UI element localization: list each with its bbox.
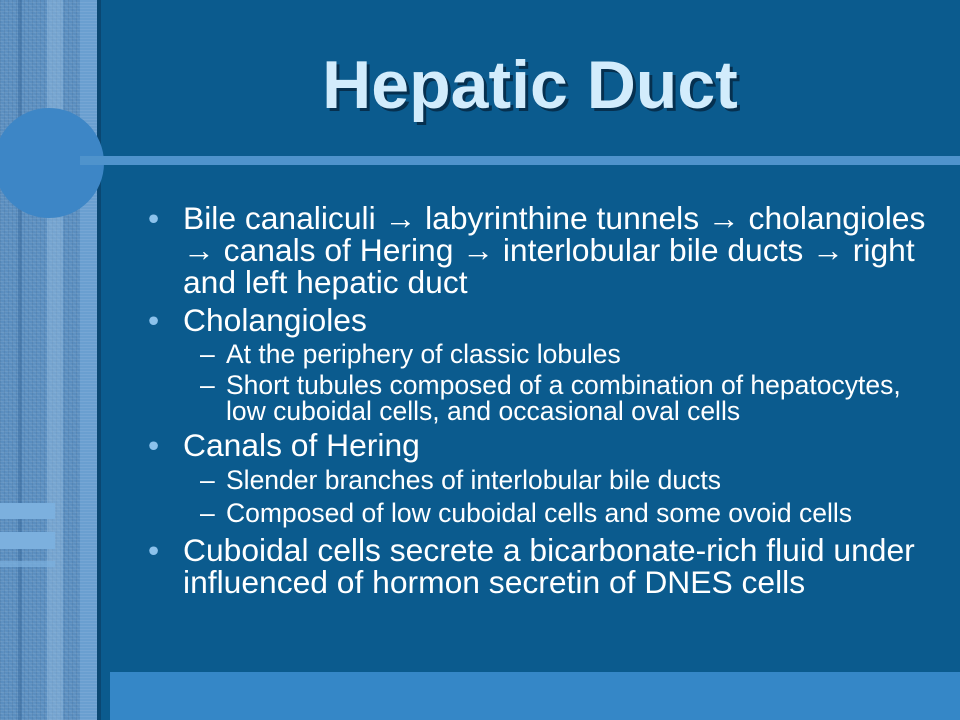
bullet-line: → canals of Hering → interlobular bile ducts → right [183, 232, 915, 268]
dash-marker: – [200, 498, 215, 528]
title-underline-rule [80, 156, 960, 165]
bullet-line: Canals of Hering [183, 427, 420, 463]
bullet-marker: • [148, 200, 160, 236]
bullet-line: Bile canaliculi → labyrinthine tunnels → cholangioles [183, 200, 926, 236]
sub-bullet-line: Slender branches of interlobular bile ducts [226, 465, 721, 495]
slide-title: Hepatic Duct [322, 47, 738, 123]
decorative-horizontal-bar [0, 561, 55, 567]
bullet-item [148, 302, 367, 338]
bullet-marker: • [148, 427, 160, 463]
decorative-horizontal-bar [0, 503, 55, 519]
sub-bullet-item [200, 370, 901, 426]
dash-marker: – [200, 465, 215, 495]
decorative-strip-edge [80, 0, 97, 720]
sub-bullet-item [200, 339, 621, 369]
decorative-vertical-line [18, 0, 22, 720]
bullet-line: Cuboidal cells secrete a bicarbonate-rich fluid under [183, 532, 915, 568]
bullet-line: Cholangioles [183, 302, 367, 338]
sub-bullet-item [200, 465, 721, 495]
bullet-line: influenced of hormon secretin of DNES cells [183, 564, 806, 600]
decorative-bottom-band [110, 672, 960, 720]
bullet-item [148, 427, 420, 463]
decorative-horizontal-bar [0, 532, 55, 549]
bullet-marker: • [148, 302, 160, 338]
sub-bullet-line: At the periphery of classic lobules [226, 339, 621, 369]
bullet-line: and left hepatic duct [183, 264, 468, 300]
bullet-item [148, 532, 915, 600]
bullet-item [148, 200, 926, 300]
sub-bullet-line: Composed of low cuboidal cells and some ovoid cells [226, 498, 853, 528]
dash-marker: – [200, 339, 215, 369]
bullet-marker: • [148, 532, 160, 568]
sub-bullet-line: low cuboidal cells, and occasional oval cells [226, 396, 741, 426]
sub-bullet-item [200, 498, 853, 528]
dash-marker: – [200, 370, 215, 400]
sub-bullet-line: Short tubules composed of a combination of hepatocytes, [226, 370, 901, 400]
